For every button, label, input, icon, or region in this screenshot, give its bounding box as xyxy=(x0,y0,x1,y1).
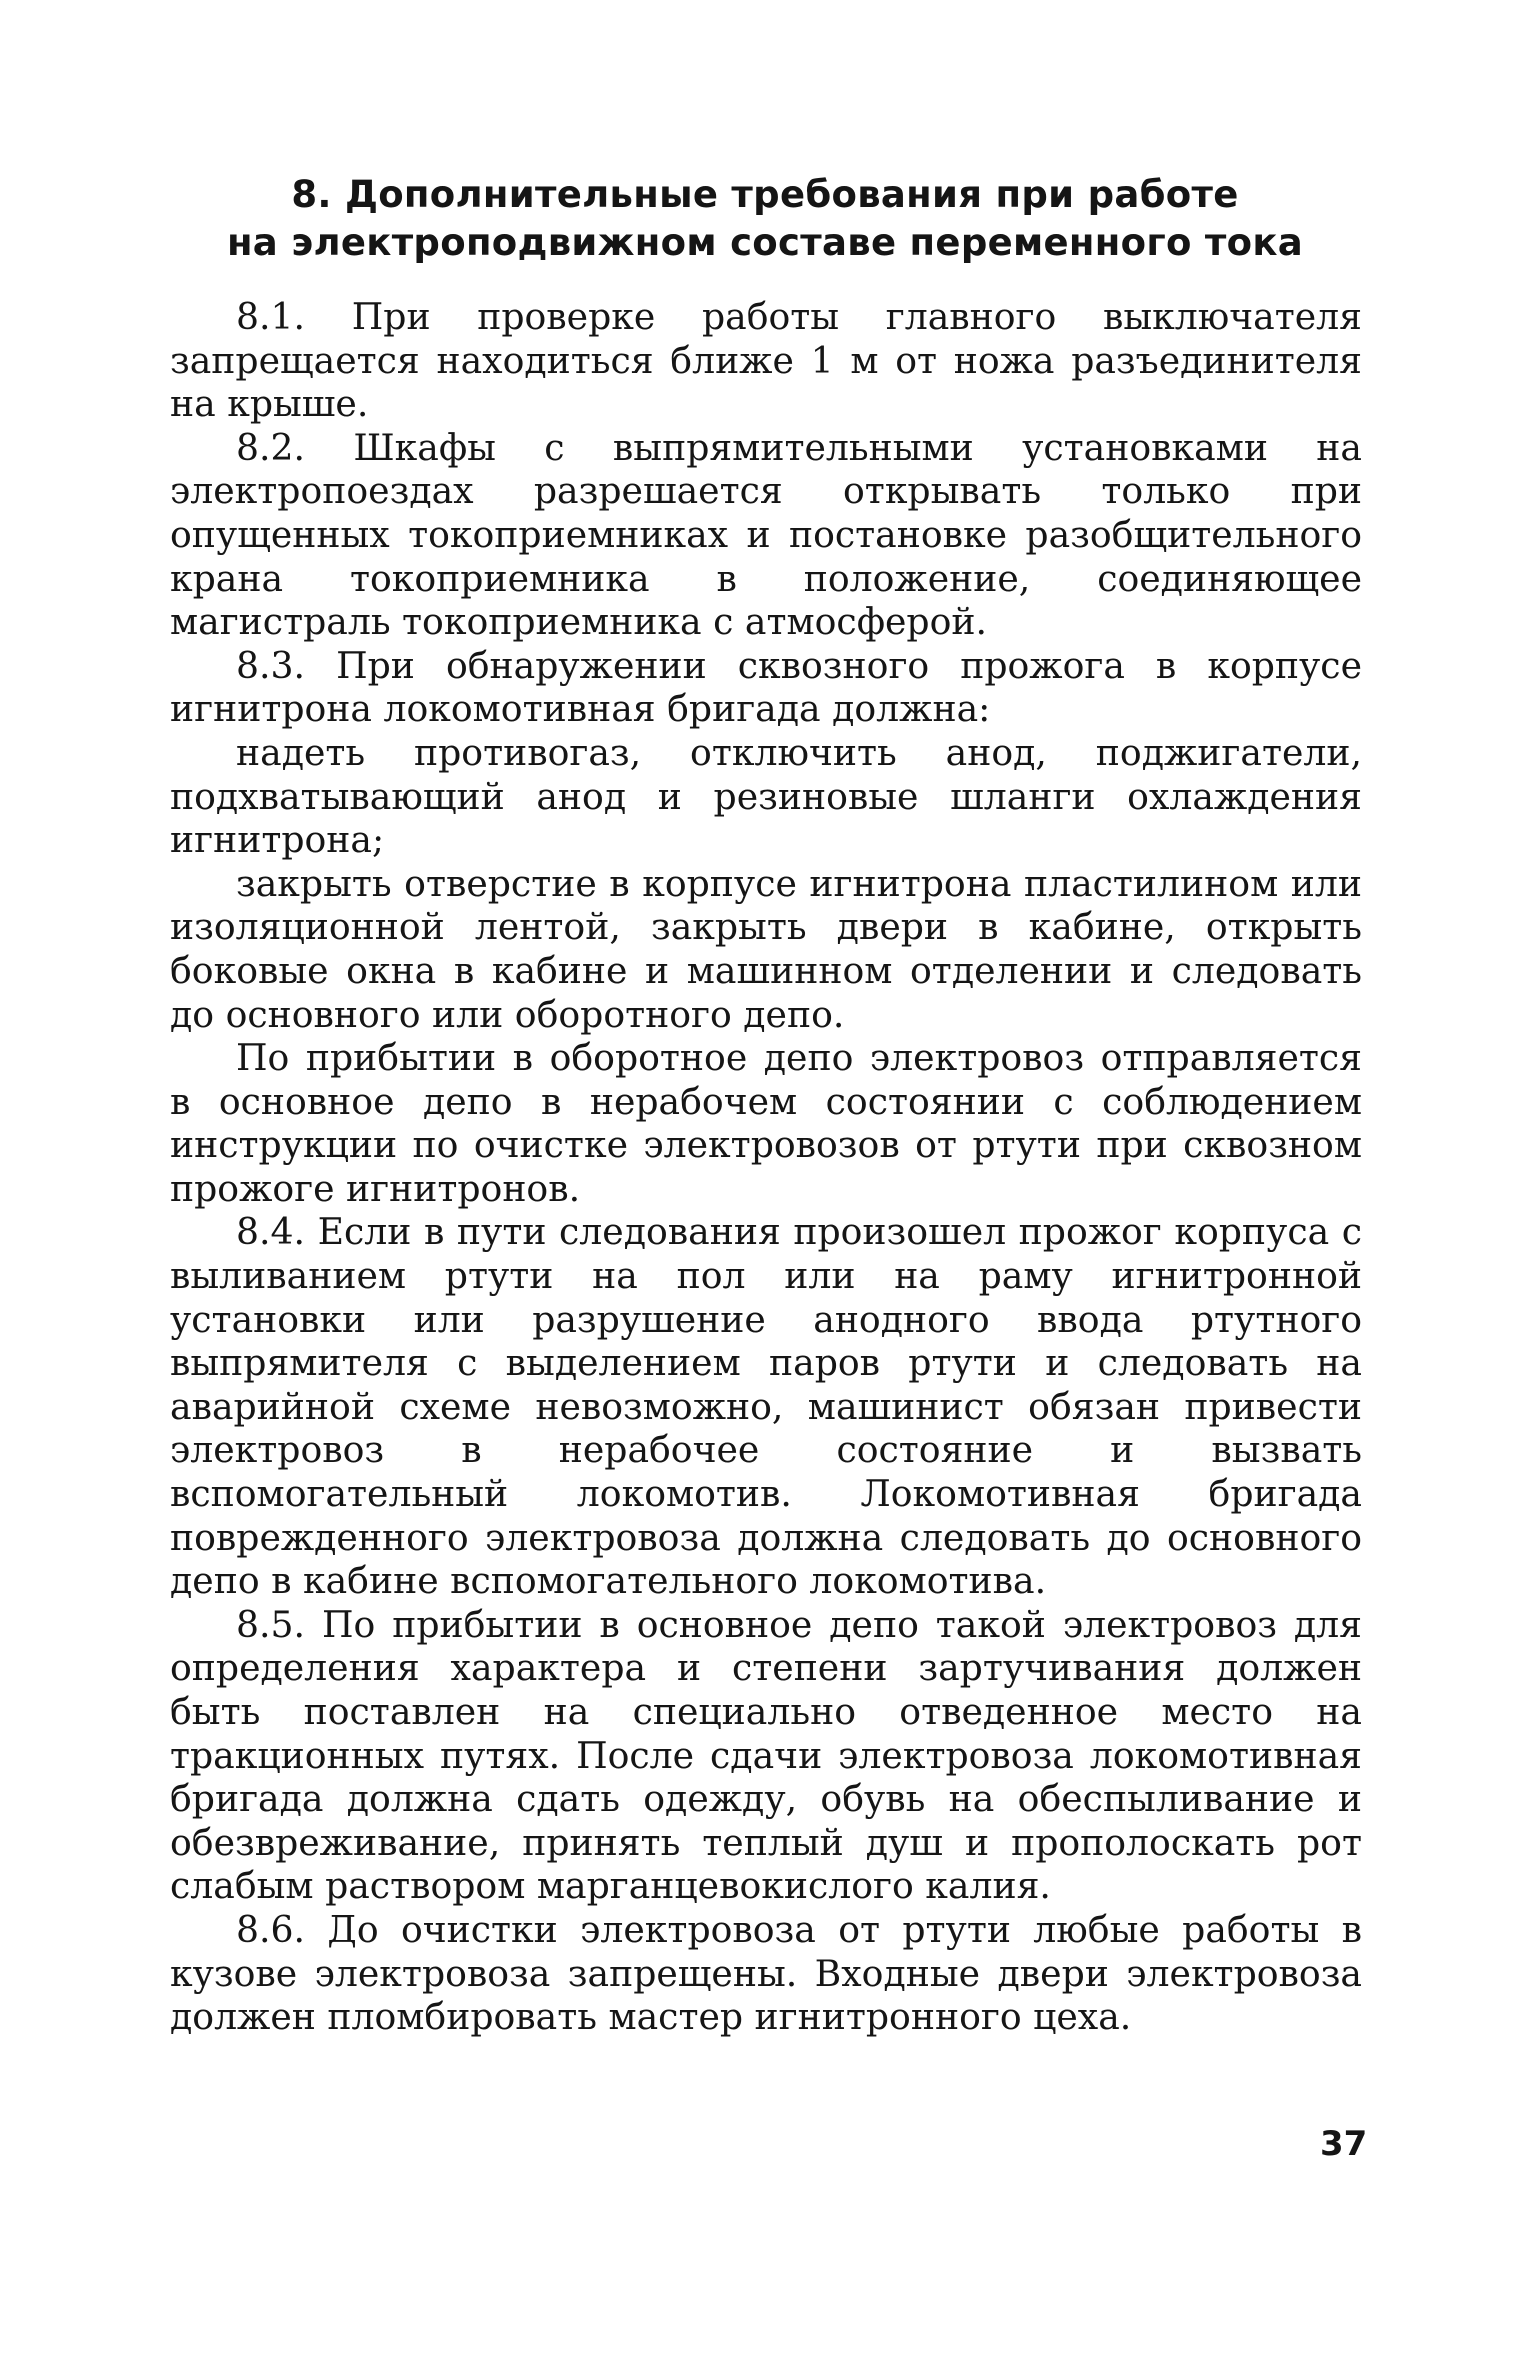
body-text xyxy=(170,295,1362,2039)
paragraph-8-5: 8.5. По прибытии в основное депо такой электровоз для определения характера и степени зартучивания должен быть поставлен на специально отведенное место на тракционных путях. После сдачи электровоза локомотивная бригада должна сдать одежду, обувь на обеспыливание и обезвреживание, принять теплый душ и прополоскать рот слабым раствором марганцевокислого калия. xyxy=(170,1602,1362,1908)
paragraph-8-3-continuation: По прибытии в оборотное депо электровоз отправляется в основное депо в нерабочем состоянии с соблюдением инструкции по очистке электровозов от ртути при сквозном прожоге игнитронов. xyxy=(170,1036,1362,1210)
paragraph-8-3-item-2: закрыть отверстие в корпусе игнитрона пластилином или изоляционной лентой, закрыть двери в кабине, открыть боковые окна в кабине и машинном отделении и следовать до основного или оборотного депо. xyxy=(170,861,1362,1036)
paragraph-8-3: 8.3. При обнаружении сквозного прожога в корпусе игнитрона локомотивная бригада должна: xyxy=(170,643,1362,731)
page-number: 37 xyxy=(1320,2124,1368,2164)
paragraph-8-6: 8.6. До очистки электровоза от ртути любые работы в кузове электровоза запрещены. Входные двери электровоза должен пломбировать мастер игнитронного цеха. xyxy=(170,1907,1362,2039)
section-heading-line-1: 8. Дополнительные требования при работе xyxy=(291,173,1239,216)
paragraph-8-3-item-1: надеть противогаз, отключить анод, поджигатели, подхватывающий анод и резиновые шланги охлаждения игнитрона; xyxy=(170,730,1362,862)
paragraph-8-4: 8.4. Если в пути следования произошел прожог корпуса с выливанием ртути на пол или на раму игнитронной установки или разрушение анодного ввода ртутного выпрямителя с выделением паров ртути и следовать на аварийной схеме невозможно, машинист обязан привести электровоз в нерабочее состояние и вызвать вспомогательный локомотив. Локомотивная бригада поврежденного электровоза должна следовать до основного депо в кабине вспомогательного локомотива. xyxy=(170,1210,1362,1603)
paragraph-8-1: 8.1. При проверке работы главного выключателя запрещается находиться ближе 1 м от ножа разъединителя на крыше. xyxy=(170,295,1362,426)
section-heading-line-2: на электроподвижном составе переменного тока xyxy=(226,221,1304,264)
paragraph-8-2: 8.2. Шкафы с выпрямительными установками на электропоездах разрешается открывать только при опущенных токоприемниках и постановке разобщительного крана токоприемника в положение, соединяющее магистраль токоприемника с атмосферой. xyxy=(170,425,1362,644)
